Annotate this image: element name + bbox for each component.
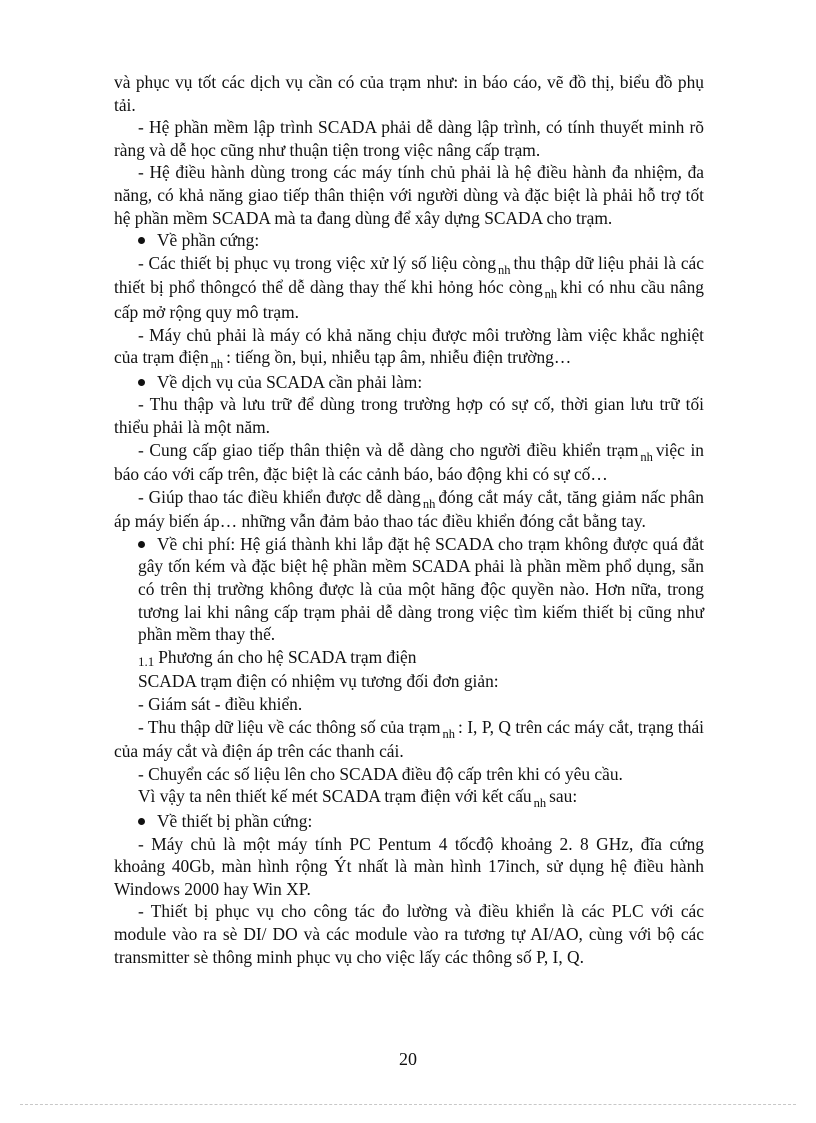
paragraph: SCADA trạm điện có nhiệm vụ tương đối đơn giản: xyxy=(138,671,499,692)
bullet-item: Về dịch vụ của SCADA cần phải làm: xyxy=(114,371,704,394)
paragraph: - Thu thập dữ liệu về các thông số của trạm $_{nh}$ : I, P, Q trên các máy cắt, trạng thái của máy cắt và điện áp trên các thanh cái. xyxy=(114,716,704,762)
bullet-item: Về chi phí: Hệ giá thành khi lắp đặt hệ SCADA cho trạm không được quá đắt gây tốn kém và đặc biệt hệ phần mềm SCADA phải là phần mềm phổ dụng, sẵn có trên thị trường không được là của một hãng độc quyền nào. Hơn nữa, trong tương lai khi nâng cấp trạm phải dễ dàng trong việc tìm kiếm thiết bị cũng như phần mềm thay thế. xyxy=(138,533,704,645)
bullet-item: Về thiết bị phần cứng: xyxy=(114,810,704,833)
bullet-icon xyxy=(138,818,145,825)
subscript: nh xyxy=(533,796,547,811)
subscript: nh xyxy=(210,357,224,372)
subscript: nh xyxy=(498,262,511,277)
paragraph: - Máy chủ là một máy tính PC Pentum 4 tốcđộ khoảng 2. 8 GHz, đĩa cứng khoảng 40Gb, màn hình rộng Ýt nhất là màn hình 17inch, sử dụng hệ điều hành Windows 2000 hay Win XP. xyxy=(114,833,704,899)
section-heading xyxy=(114,646,704,671)
paragraph: - Các thiết bị phục vụ trong việc xử lý số liệu còng $_{nh}$ thu thập dữ liệu phải là các thiết bị phổ thôngcó thể dễ dàng thay thế khi hỏng hóc còng $_{nh}$ khi có nhu cầu nâng cấp mở rộng quy mô trạm. xyxy=(114,252,704,322)
bullet-icon xyxy=(138,541,145,548)
page-number: 20 xyxy=(399,1049,417,1069)
paragraph: - Giám sát - điều khiển. xyxy=(138,694,303,715)
subscript: nh xyxy=(442,726,456,741)
bullet-item: Về phần cứng: xyxy=(114,229,704,252)
paragraph: - Máy chủ phải là máy có khả năng chịu được môi trường làm việc khắc nghiệt của trạm điện $_{nh}$ : tiếng ồn, bụi, nhiễu tạp âm, nhiễu điện trường… xyxy=(114,324,704,372)
paragraph: - Cung cấp giao tiếp thân thiện và dễ dàng cho người điều khiển trạm $_{nh}$ việc in báo cáo với cấp trên, đặc biệt là các cảnh báo, báo động khi có sự cố… xyxy=(114,439,704,485)
subscript: nh xyxy=(544,287,558,302)
paragraph: và phục vụ tốt các dịch vụ cần có của trạm như: in báo cáo, vẽ đồ thị, biểu đồ phụ tải. xyxy=(114,72,704,115)
bullet-icon xyxy=(138,379,145,386)
paragraph: - Hệ điều hành dùng trong các máy tính chủ phải là hệ điều hành đa nhiệm, đa năng, có khả năng giao tiếp thân thiện với người dùng và đặc biệt là phải hỗ trợ tốt hệ phần mềm SCADA mà ta đang dùng để xây dựng SCADA cho trạm. xyxy=(114,162,704,228)
paragraph: - Giúp thao tác điều khiển được dễ dàng $_{nh}$ đóng cắt máy cắt, tăng giảm nấc phân áp máy biến áp… những vẫn đảm bảo thao tác điều khiển đóng cắt bằng tay. xyxy=(114,486,704,532)
subscript: nh xyxy=(422,496,436,511)
paragraph: - Chuyển các số liệu lên cho SCADA điều độ cấp trên khi có yêu cầu. xyxy=(138,763,623,784)
section-number: 1.1 xyxy=(138,653,155,669)
paragraph: Vì vậy ta nên thiết kế mét SCADA trạm điện với kết cấu $_{nh}$ sau: xyxy=(138,786,578,811)
subscript: nh xyxy=(640,449,653,464)
bottom-divider xyxy=(20,1104,796,1105)
paragraph: - Thiết bị phục vụ cho công tác đo lường và điều khiển là các PLC với các module vào ra sè DI/ DO và các module vào ra tương tự AI/AO, cùng với bộ các transmitter sè thông minh phục vụ cho việc lấy các thông số P, I, Q. xyxy=(114,901,704,967)
body-text xyxy=(114,71,704,968)
paragraph: - Hệ phần mềm lập trình SCADA phải dễ dàng lập trình, có tính thuyết minh rõ ràng và dễ học cũng như thuận tiện trong việc nâng cấp trạm. xyxy=(114,117,704,160)
section-title: Phương án cho hệ SCADA trạm điện xyxy=(158,646,417,667)
paragraph: - Thu thập và lưu trữ để dùng trong trường hợp có sự cố, thời gian lưu trữ tối thiểu phải là một năm. xyxy=(114,394,704,437)
bullet-icon xyxy=(138,237,145,244)
